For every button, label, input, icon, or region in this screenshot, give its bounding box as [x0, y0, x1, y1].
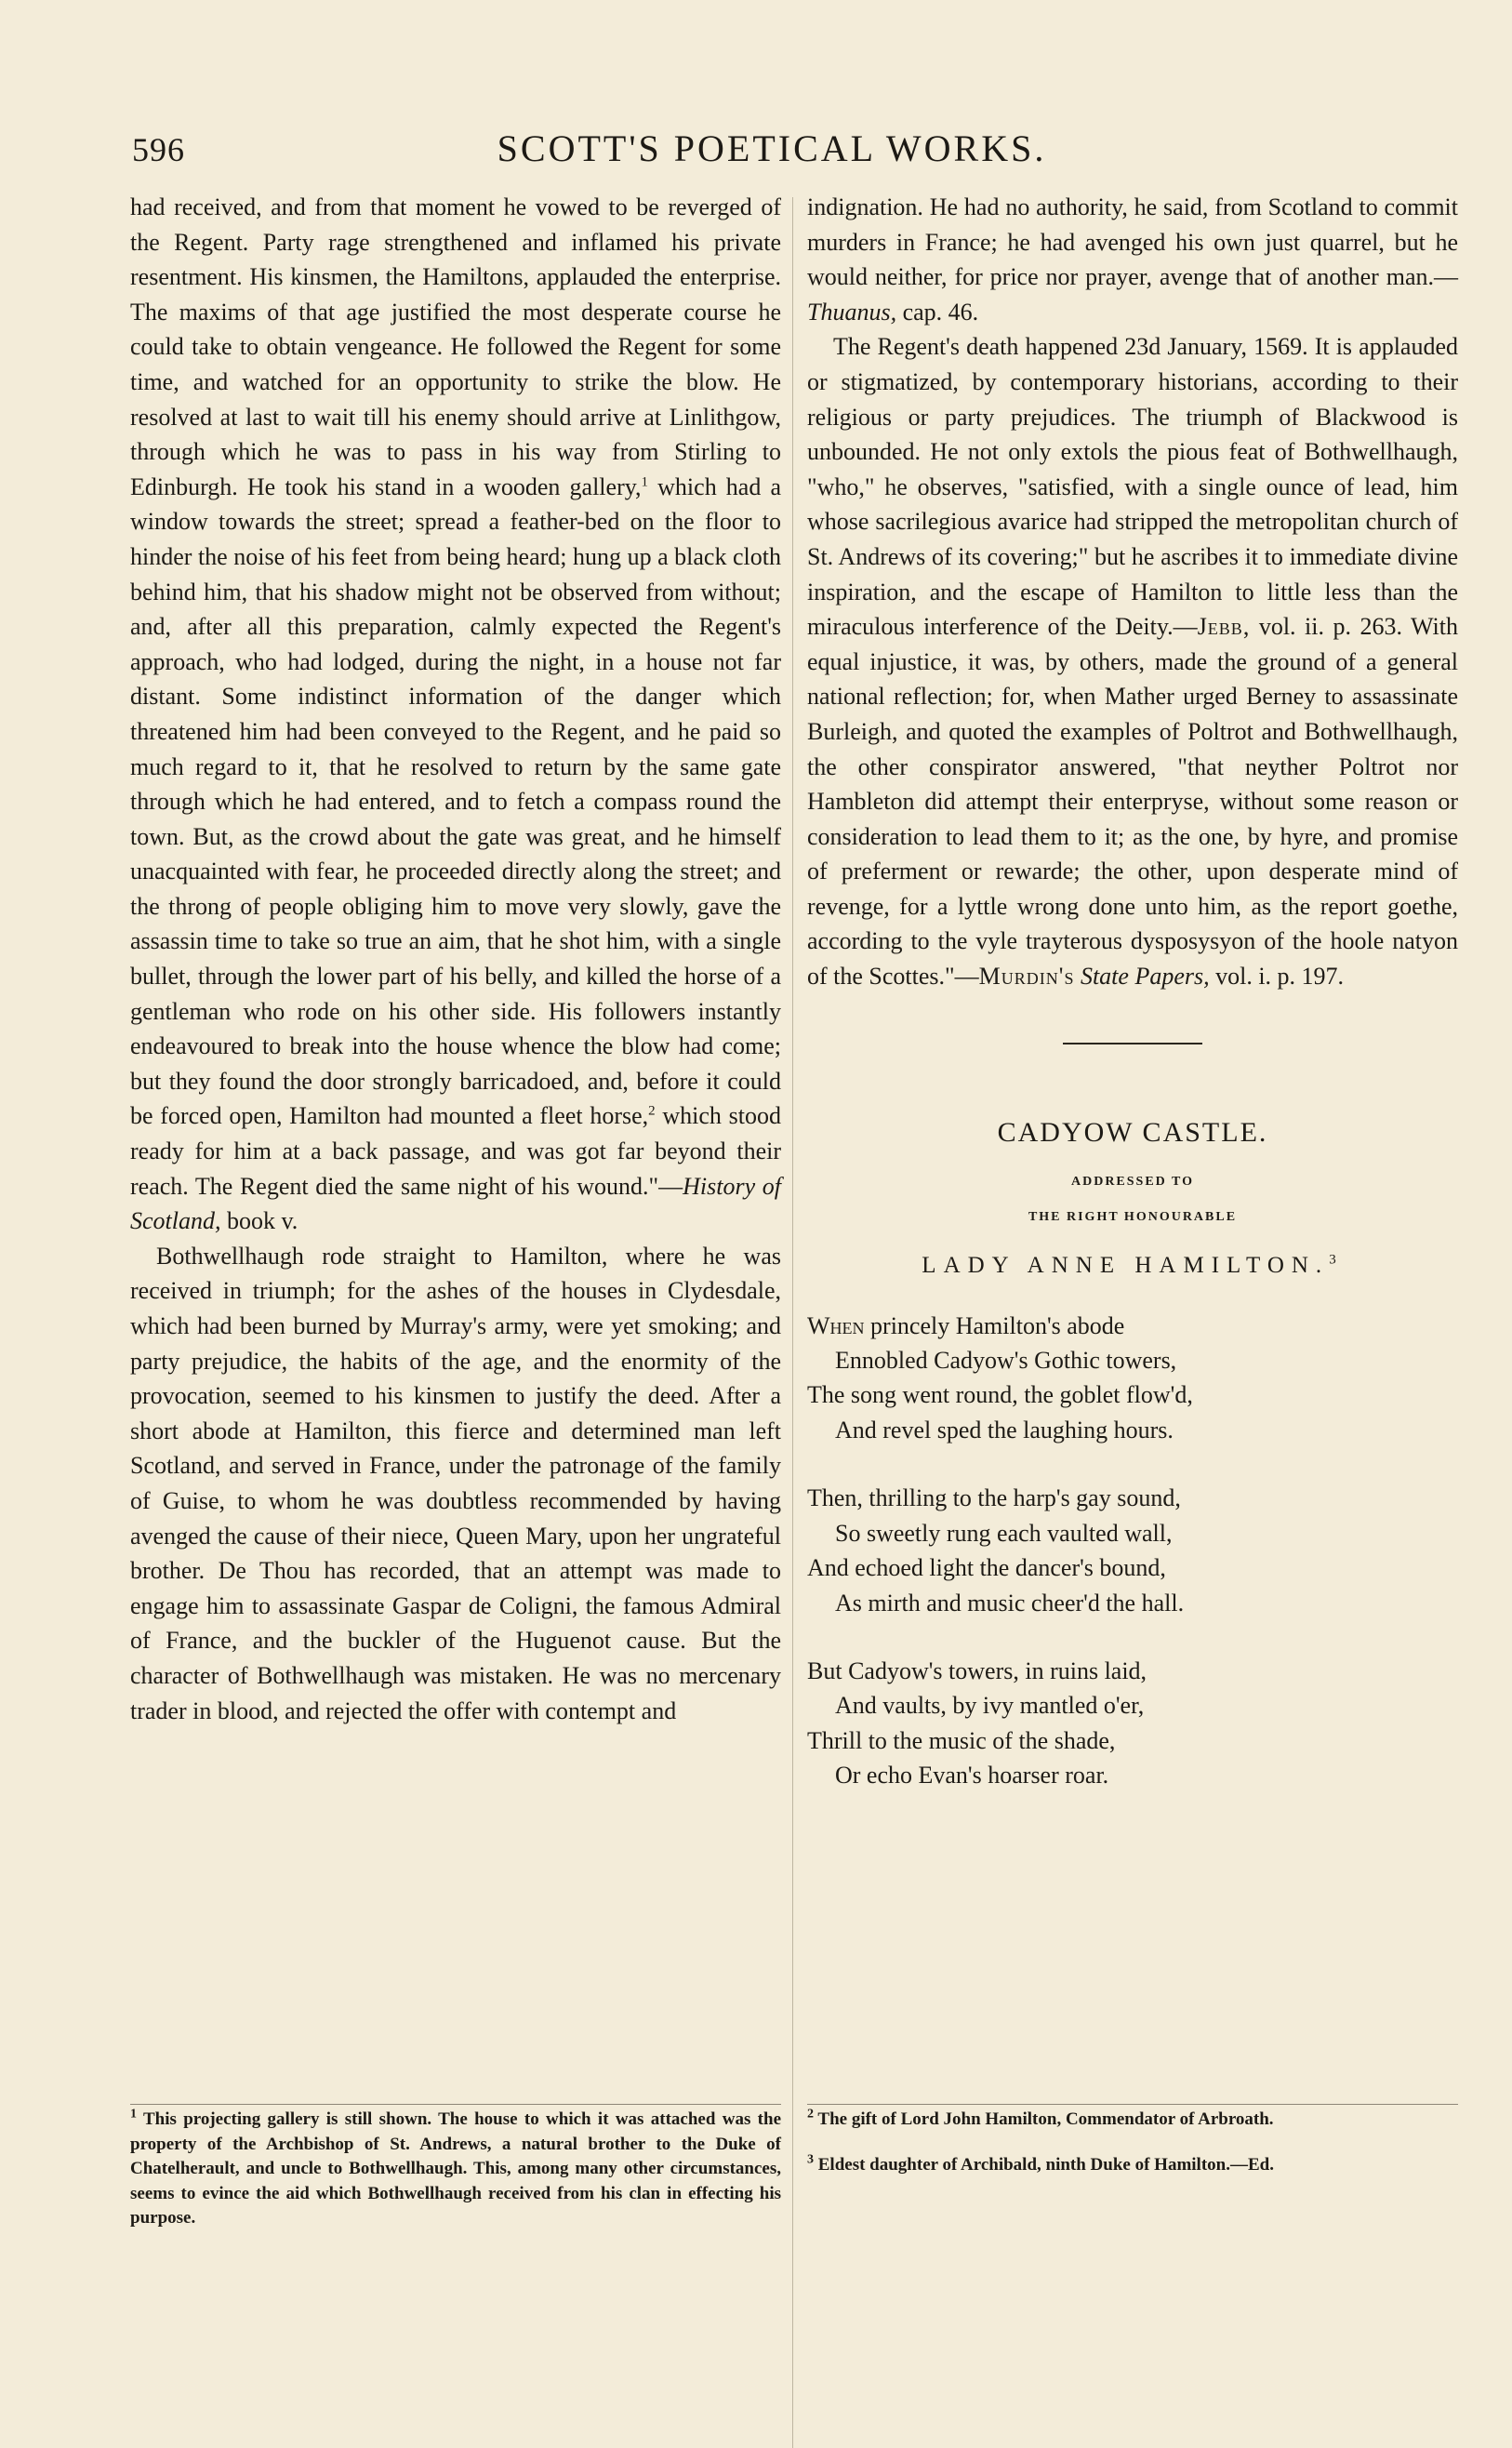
footnote-rule — [130, 2104, 781, 2105]
citation: State Papers, — [1074, 963, 1210, 991]
citation-author: Jebb, — [1197, 613, 1251, 641]
poem-line: But Cadyow's towers, in ruins laid, — [807, 1656, 1147, 1684]
footnote: $^1$ This projecting gallery is still shown. The house to which it was attached was the property of the Archbishop of St. Andrews, a natural brother to the Duke of Chatelherault, and uncle to Bothwellhaugh. This, among many other circumstances, seems to evince the aid which Bothwellhaugh received from his clan in effecting his purpose. — [130, 2107, 781, 2228]
poem-line: So sweetly rung each vaulted wall, — [835, 1519, 1173, 1547]
poem-line: And vaults, by ivy mantled o'er, — [835, 1692, 1145, 1720]
footnote: $^2$ The gift of Lord John Hamilton, Commendator of Arbroath. — [807, 2107, 1274, 2129]
paragraph — [807, 329, 1458, 993]
paragraph — [130, 190, 781, 1239]
poem-stanza — [807, 1481, 1458, 1620]
poem-dedication-line: ADDRESSED TO — [1070, 1174, 1195, 1189]
poem-line: The song went round, the goblet flow'd, — [807, 1381, 1193, 1409]
poem-line: Or echo Evan's hoarser roar. — [835, 1762, 1109, 1789]
footnote: $^3$ Eldest daughter of Archibald, ninth Duke of Hamilton.—Ed. — [807, 2152, 1274, 2175]
right-column — [807, 190, 1458, 1793]
column-divider — [792, 197, 793, 2448]
poem-dedicatee: LADY ANNE HAMILTON.$^3$ — [922, 1252, 1344, 1278]
citation: Thuanus, — [807, 298, 897, 326]
poem-dedication-line: THE RIGHT HONOURABLE — [1028, 1209, 1238, 1224]
poem-stanza — [807, 1309, 1458, 1448]
paragraph-text: which stood ready for him at a back passage, and was got far beyond their reach. The Regent died the same night of his wound."— — [130, 1102, 781, 1200]
poem-line: And echoed light the dancer's bound, — [807, 1554, 1166, 1582]
footnotes-right — [807, 2108, 1458, 2177]
paragraph-text: cap. 46. — [896, 298, 979, 326]
footnote-ref: 2 — [648, 1103, 656, 1119]
poem-line: Thrill to the music of the shade, — [807, 1726, 1116, 1754]
paragraph-text: vol. ii. p. 263. With equal injustice, it was, by others, made the ground of a general national reflection; for, when Mather urged Berney to assassinate Burleigh, and quoted the examples of Poltrot and Bothwellhaugh, the other conspirator answered, "that neyther Poltrot nor Hambleton did attempt their enterpryse, without some reason or consideration to lead them to it; as the one, by hyre, and promise of preferment or rewarde; the other, upon desperate mind of revenge, for a lyttle wrong done unto him, as the report goethe, according to the vyle trayterous dysposysyon of the hoole natyon of the Scottes."— — [807, 613, 1458, 991]
paragraph-text: Bothwellhaugh rode straight to Hamilton, where he was received in triumph; for the ashes of the houses in Clydesdale, which had been burned by Murray's army, were yet smoking; and party prejudice, the habits of the age, and the enormity of the provocation, seemed to his kinsmen to justify the deed. After a short abode at Hamilton, this fierce and determined man left Scotland, and served in France, under the patronage of the family of Guise, to whom he was doubtless recommended by having avenged the cause of their niece, Queen Mary, upon her ungrateful brother. De Thou has recorded, that an attempt was made to engage him to assassinate Gaspar de Coligni, the famous Admiral of France, and the buckler of the Huguenot cause. But the character of Bothwellhaugh was mistaken. He was no mercenary trader in blood, and rejected the offer with contempt and — [130, 1242, 781, 1724]
citation-author: Murdin's — [978, 963, 1075, 991]
footnotes-left — [130, 2108, 781, 2231]
paragraph-text: had received, and from that moment he vowed to be reverged of the Regent. Party rage strengthened and inflamed his private resentment. His kinsmen, the Hamiltons, applauded the enterprise. The maxims of that age justified the most desperate course he could take to obtain vengeance. He followed the Regent for some time, and watched for an opportunity to strike the blow. He resolved at last to wait till his enemy should arrive at Linlithgow, through which he was to pass in his way from Stirling to Edinburgh. He took his stand in a wooden gallery, — [130, 193, 781, 500]
poem-line: Ennobled Cadyow's Gothic towers, — [835, 1347, 1177, 1375]
paragraph — [807, 190, 1458, 329]
poem-line: As mirth and music cheer'd the hall. — [835, 1589, 1185, 1616]
poem-title: CADYOW CASTLE. — [997, 1116, 1268, 1148]
poem-line: Then, thrilling to the harp's gay sound, — [807, 1484, 1181, 1512]
page-number: 596 — [132, 131, 185, 168]
paragraph — [130, 1239, 781, 1728]
section-divider — [1063, 1043, 1202, 1044]
citation: History of Scotland, — [130, 1172, 781, 1235]
paragraph-text: indignation. He had no authority, he said, from Scotland to commit murders in France; he had avenged his own just quarrel, but he would neither, for price nor prayer, avenge that of another man.— — [807, 193, 1458, 291]
poem-line: When princely Hamilton's abode — [807, 1311, 1125, 1339]
poem-stanza — [807, 1654, 1458, 1793]
running-title: SCOTT'S POETICAL WORKS. — [497, 127, 1047, 169]
paragraph-text: The Regent's death happened 23d January, 1569. It is applauded or stigmatized, by contemporary historians, according to their religious or party prejudices. The triumph of Blackwood is unbounded. He not only extols the pious feat of Bothwellhaugh, "who," he observes, "satisfied, with a single ounce of lead, him whose sacrilegious avarice had stripped the metropolitan church of St. Andrews of its covering;" but he ascribes it to immediate divine inspiration, and the escape of Hamilton to little less than the miraculous interference of the Deity.— — [807, 333, 1458, 641]
paragraph-text: book v. — [220, 1207, 298, 1235]
paragraph-text: vol. i. p. 197. — [1209, 963, 1345, 991]
paragraph-text: which had a window towards the street; spread a feather-bed on the floor to hinder the noise of his feet from being heard; hung up a black cloth behind him, that his shadow might not be observed from without; and, after all this preparation, calmly expected the Regent's approach, who had lodged, during the night, in a house not far distant. Some indistinct information of the danger which threatened him had been conveyed to the Regent, and he paid so much regard to it, that he resolved to return by the same gate through which he had entered, and to fetch a compass round the town. But, as the crowd about the gate was great, and he himself unacquainted with fear, he proceeded directly along the street; and the throng of people obliging him to move very slowly, gave the assassin time to take so true an aim, that he shot him, with a single bullet, through the lower part of his belly, and killed the horse of a gentleman who rode on his other side. His followers instantly endeavoured to break into the house whence the blow had come; but they found the door strongly barricadoed, and, before it could be forced open, Hamilton had mounted a fleet horse, — [130, 472, 782, 1130]
left-column — [130, 190, 781, 1728]
footnote-rule — [807, 2104, 1458, 2105]
footnote-ref: 1 — [641, 474, 649, 490]
poem-line: And revel sped the laughing hours. — [835, 1416, 1174, 1444]
footnote-ref: 3 — [1329, 1252, 1344, 1268]
